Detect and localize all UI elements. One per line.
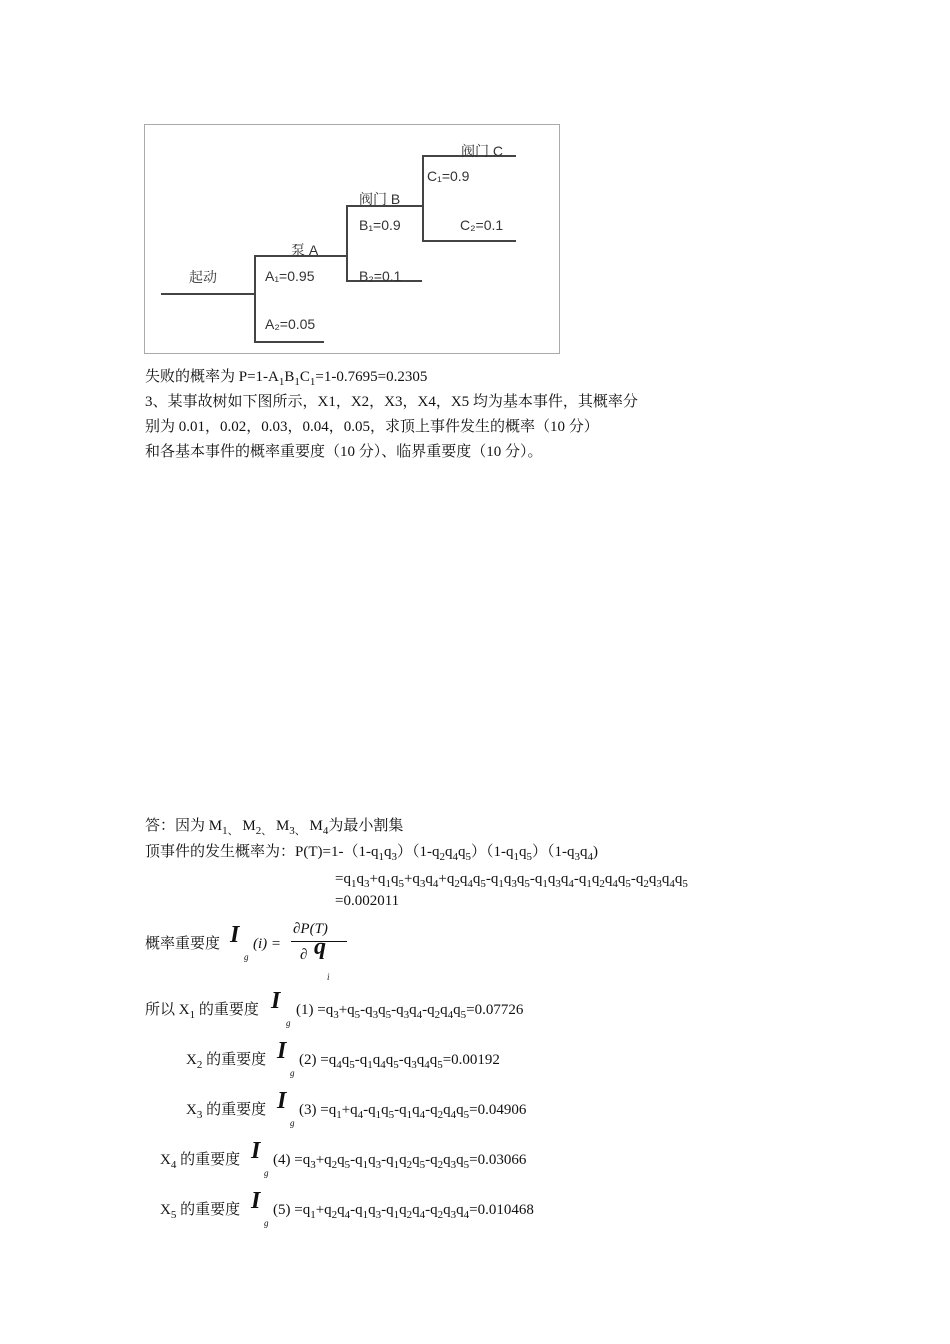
x1-expression: $(1) =q_3+q_5-q_3q_5-q_3q_4-q_2q_4q_5=0.07726$ [296, 1002, 524, 1021]
importance-label: 概率重要度 [145, 936, 221, 952]
x4-expression: $(4) =q_3+q_2q_5-q_1q_3-q_1q_2q_5-q_2q_3q_5=0.03066$ [273, 1152, 527, 1171]
c2-branch [422, 240, 516, 242]
x2-importance-symbol: I [277, 1038, 287, 1064]
a2-branch [254, 341, 324, 343]
start-label: 起动 [189, 269, 217, 285]
x2-label: $X_2$ 的重要度 [186, 1052, 267, 1071]
x4-importance-symbol: I [251, 1138, 261, 1164]
x5-expression: $(5) =q_1+q_2q_4-q_1q_3-q_1q_2q_4-q_2q_3q_4=0.010468$ [273, 1202, 534, 1221]
x5-g: g [264, 1218, 269, 1228]
valve-b-label: 阀门 B [359, 191, 401, 207]
pump-split [254, 255, 256, 342]
valve-c-split [422, 155, 424, 241]
b2-label: B₂=0.1 [359, 268, 402, 284]
pump-label: 泵 A [291, 242, 319, 258]
formula-q: q [314, 934, 326, 960]
valve-c-label: 阀门 C [461, 143, 503, 159]
formula-numerator: ∂P(T) [293, 921, 328, 937]
expanded-expression: $=q_1q_3+q_1q_5+q_3q_4+q_2q_4q_5-q_1q_3q_5-q_1q_3q_4-q_1q_2q_4q_5-q_2q_3q_4q_5$ [335, 871, 688, 890]
x3-expression: $(3) =q_1+q_4-q_1q_5-q_1q_4-q_2q_4q_5=0.04906$ [299, 1102, 527, 1121]
a1-label: A₁=0.95 [265, 268, 315, 284]
x2-expression: $(2) =q_4q_5-q_1q_4q_5-q_3q_4q_5=0.00192$ [299, 1052, 500, 1071]
x1-g: g [286, 1018, 291, 1028]
x1-importance-symbol: I [271, 988, 281, 1014]
x3-label: $X_3$ 的重要度 [186, 1102, 267, 1121]
start-branch [161, 293, 255, 295]
x1-label: 所以 $X_1$ 的重要度 [145, 1002, 259, 1021]
valve-b-split [346, 205, 348, 281]
answer-intro: 答：因为 $M_{1、}$ $M_{2、}$ $M_{3、}$ $M_4$为最小割集 [145, 818, 404, 837]
x4-g: g [264, 1168, 269, 1178]
event-tree-figure [144, 124, 560, 354]
question-line-2: 别为 0.01，0.02，0.03，0.04，0.05，求顶上事件发生的概率（10 分） [145, 419, 599, 435]
failure-probability-line: 失败的概率为 $P=1-A_1B_1C_1=1-0.7695=0.2305$ [145, 369, 428, 388]
x2-g: g [290, 1068, 295, 1078]
a2-label: A₂=0.05 [265, 316, 316, 332]
c2-label: C₂=0.1 [460, 217, 504, 233]
formula-i: i [327, 972, 330, 982]
probability-value: =0.002011 [335, 893, 400, 909]
top-event-probability: 顶事件的发生概率为：$P(T)=1-(1-q_1q_3)(1-q_2q_4q_5)(1-q_1q_5)(1-q_3q_4)$ [145, 844, 598, 863]
question-line-1: 3、某事故树如下图所示，X1，X2，X3，X4，X5 均为基本事件，其概率分 [145, 394, 638, 410]
x3-importance-symbol: I [277, 1088, 287, 1114]
formula-denominator: ∂ [300, 947, 308, 963]
importance-g: g [244, 952, 249, 962]
c1-label: C₁=0.9 [427, 168, 470, 184]
b1-label: B₁=0.9 [359, 217, 401, 233]
question-line-3: 和各基本事件的概率重要度（10 分）、临界重要度（10 分）。 [145, 444, 543, 460]
x5-importance-symbol: I [251, 1188, 261, 1214]
x5-label: $X_5$ 的重要度 [160, 1202, 241, 1221]
importance-arg: (i) = [253, 936, 282, 952]
x4-label: $X_4$ 的重要度 [160, 1152, 241, 1171]
importance-symbol: I [230, 922, 240, 948]
x3-g: g [290, 1118, 295, 1128]
